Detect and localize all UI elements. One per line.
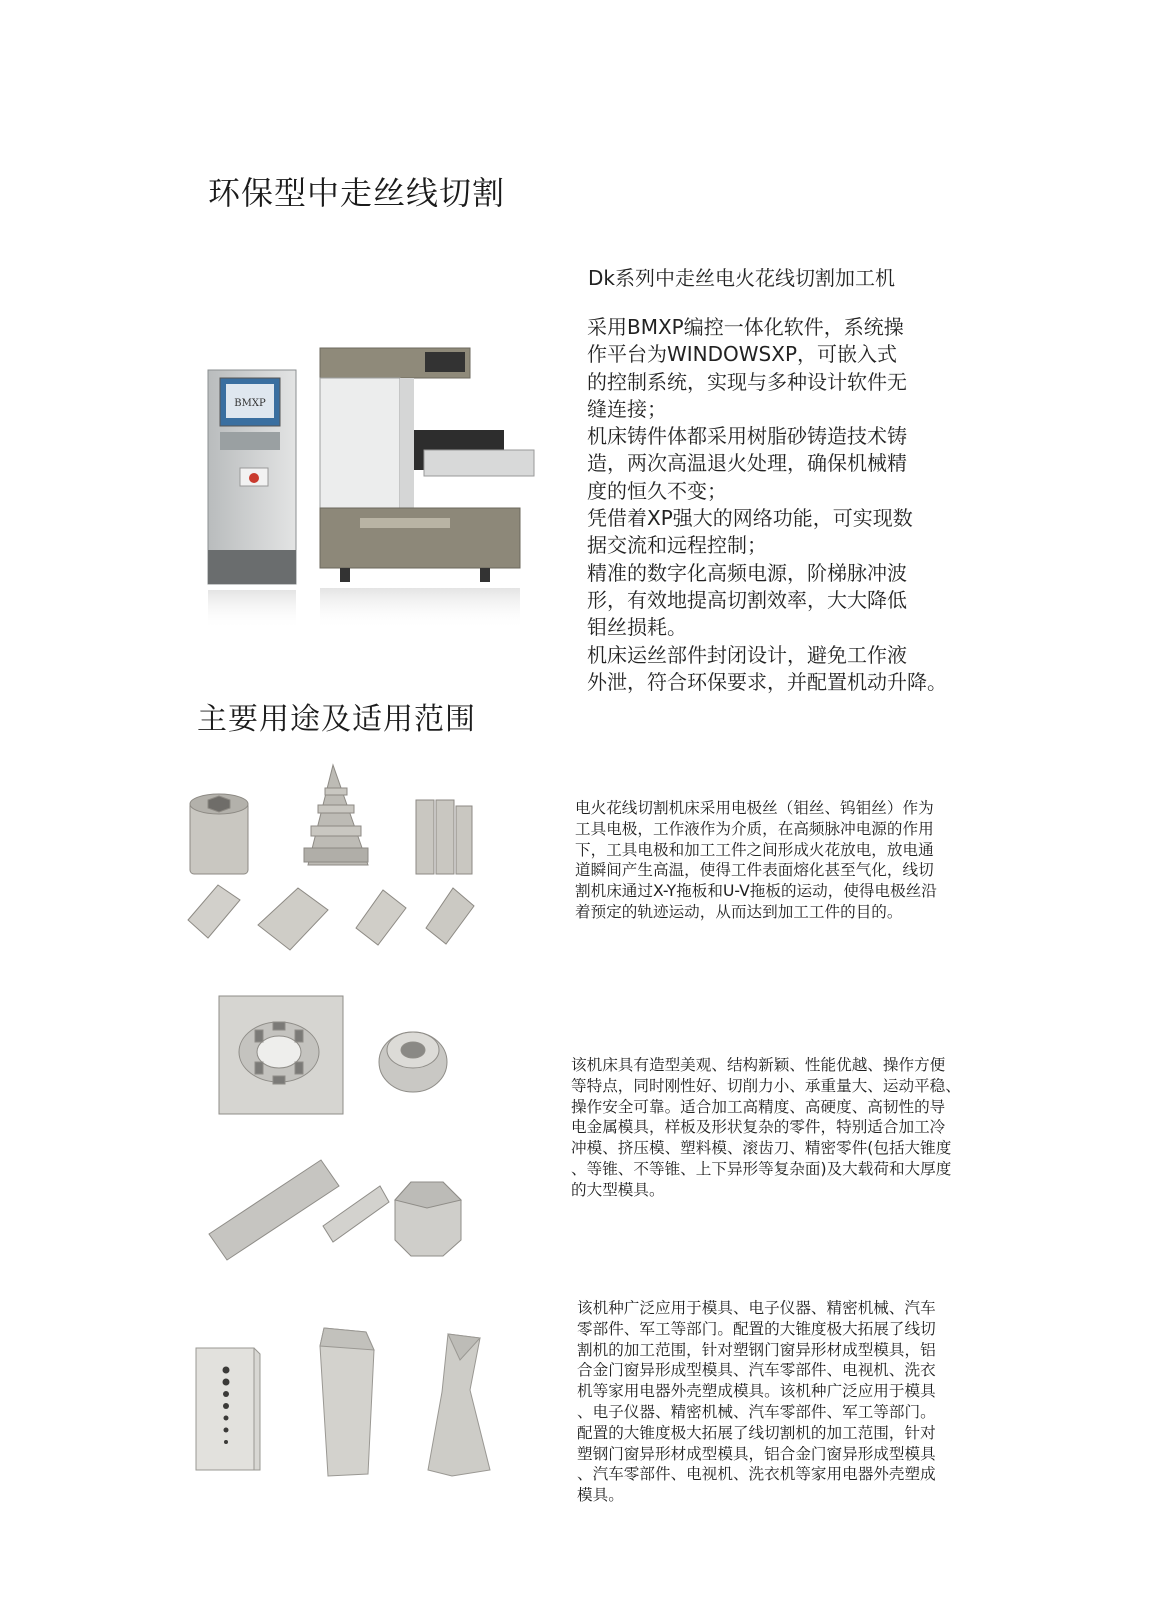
usage-paragraph-1 xyxy=(575,798,995,923)
usage-paragraph-2 xyxy=(571,1055,991,1201)
feature-line: 精准的数字化高频电源，阶梯脉冲波 xyxy=(587,560,907,585)
paragraph-line: 冲模、挤压模、塑料模、滚齿刀、精密零件(包括大锥度 xyxy=(571,1139,952,1158)
paragraph-line: 割机的加工范围，针对塑钢门窗异形材成型模具，铝 xyxy=(577,1340,936,1359)
paragraph-line: 该机种广泛应用于模具、电子仪器、精密机械、汽车 xyxy=(577,1299,936,1317)
feature-line: 作平台为WINDOWSXP，可嵌入式 xyxy=(587,342,898,367)
paragraph-line: 着预定的轨迹运动，从而达到加工工件的目的。 xyxy=(575,902,903,921)
usage-paragraph-3 xyxy=(577,1298,997,1506)
paragraph-line: 、汽车零部件、电视机、洗衣机等家用电器外壳塑成 xyxy=(577,1465,936,1484)
paragraph-line: 、电子仪器、精密机械、汽车零部件、军工等部门。 xyxy=(577,1402,936,1421)
feature-line: 机床运丝部件封闭设计，避免工作液 xyxy=(587,642,907,667)
feature-line: 采用BMXP编控一体化软件，系统操 xyxy=(587,315,904,339)
feature-line: 据交流和远程控制； xyxy=(587,533,767,558)
feature-line: 机床铸件体都采用树脂砂铸造技术铸 xyxy=(587,424,907,449)
paragraph-line: 机等家用电器外壳塑成模具。该机种广泛应用于模具 xyxy=(577,1382,936,1401)
parts-image-dies xyxy=(195,990,485,1280)
machine-image xyxy=(200,340,550,640)
paragraph-line: 的大型模具。 xyxy=(571,1180,665,1199)
paragraph-line: 操作安全可靠。适合加工高精度、高硬度、高韧性的导 xyxy=(571,1097,946,1116)
paragraph-line: 等特点，同时刚性好、切削力小、承重量大、运动平稳、 xyxy=(571,1076,961,1095)
paragraph-line: 模具。 xyxy=(577,1486,624,1505)
paragraph-line: 该机床具有造型美观、结构新颖、性能优越、操作方便 xyxy=(571,1056,946,1074)
parts-image-electrodes xyxy=(178,760,498,960)
feature-line: 外泄，符合环保要求，并配置机动升降。 xyxy=(587,669,947,694)
parts-image-tapers xyxy=(190,1320,500,1480)
paragraph-line: 零部件、军工等部门。配置的大锥度极大拓展了线切 xyxy=(577,1319,936,1338)
paragraph-line: 配置的大锥度极大拓展了线切割机的加工范围，针对 xyxy=(577,1423,936,1442)
feature-line: 度的恒久不变； xyxy=(587,478,727,503)
paragraph-line: 下，工具电极和加工工件之间形成火花放电，放电通 xyxy=(575,840,934,859)
paragraph-line: 道瞬间产生高温，使得工件表面熔化甚至气化，线切 xyxy=(575,861,934,880)
feature-line: 缝连接； xyxy=(587,396,667,421)
feature-line: 形，有效地提高切割效率，大大降低 xyxy=(587,587,907,612)
product-feature-list xyxy=(587,314,1007,696)
paragraph-line: 电金属模具，样板及形状复杂的零件，特别适合加工冷 xyxy=(571,1118,946,1137)
paragraph-line: 、等锥、不等锥、上下异形等复杂面)及大载荷和大厚度 xyxy=(571,1159,952,1178)
feature-line: 钼丝损耗。 xyxy=(587,615,687,640)
product-subtitle: Dk系列中走丝电火花线切割加工机 xyxy=(588,266,895,290)
paragraph-line: 电火花线切割机床采用电极丝（钼丝、钨钼丝）作为 xyxy=(575,799,934,817)
paragraph-line: 工具电极，工作液作为介质，在高频脉冲电源的作用 xyxy=(575,819,934,838)
paragraph-line: 合金门窗异形成型模具、汽车零部件、电视机、洗衣 xyxy=(577,1361,936,1380)
paragraph-line: 割机床通过X-Y拖板和U-V拖板的运动，使得电极丝沿 xyxy=(575,882,937,901)
feature-line: 凭借着XP强大的网络功能，可实现数 xyxy=(587,506,913,531)
paragraph-line: 塑钢门窗异形材成型模具，铝合金门窗异形成型模具 xyxy=(577,1444,936,1463)
machine-screen-label: BMXP xyxy=(234,398,266,409)
section-title-usage: 主要用途及适用范围 xyxy=(197,702,476,737)
feature-line: 造，两次高温退火处理，确保机械精 xyxy=(587,451,907,476)
page-title: 环保型中走丝线切割 xyxy=(208,174,506,212)
feature-line: 的控制系统，实现与多种设计软件无 xyxy=(587,369,907,394)
